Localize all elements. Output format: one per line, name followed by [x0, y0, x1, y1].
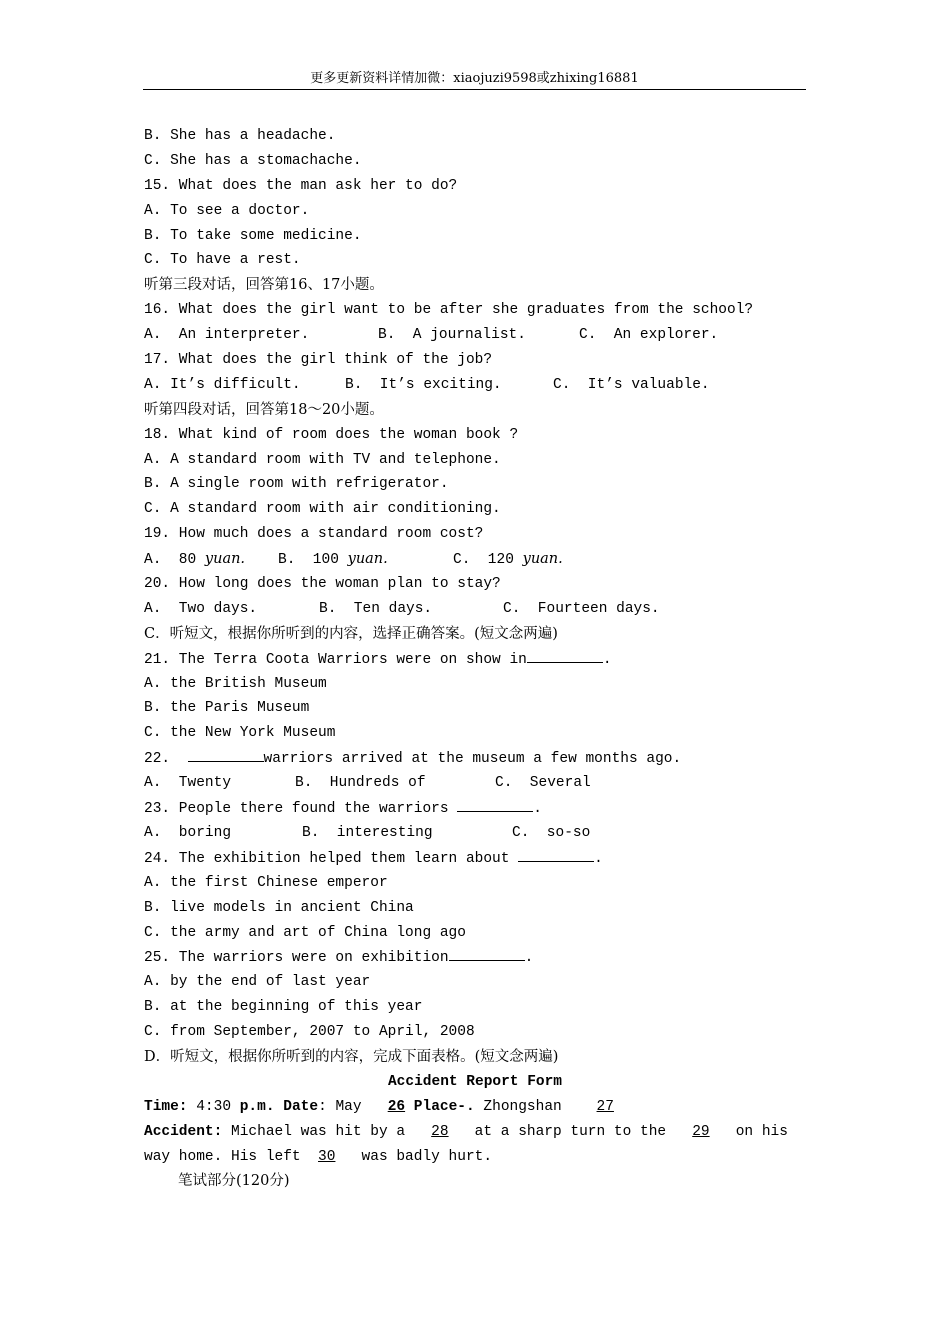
q23-options: [144, 821, 806, 846]
blank-29: 29: [692, 1123, 710, 1140]
form-accident-line-2: way home. His left 30 was badly hurt.: [144, 1148, 493, 1165]
q19-unit-c: yuan.: [522, 551, 563, 568]
q21-option-c: C. the New York Museum: [144, 725, 336, 742]
blank-26: 26: [387, 1098, 406, 1115]
q24-option-b: B. live models in ancient China: [144, 899, 414, 916]
q22-option-b: B. Hundreds of: [295, 775, 426, 792]
q21-blank: [527, 647, 603, 663]
q16-option-c: C. An explorer.: [579, 327, 719, 344]
q22-option-c: C. Several: [495, 775, 591, 792]
q19-option-a: A. 80 yuan.: [144, 551, 246, 569]
q16-option-a: A. An interpreter.: [144, 327, 310, 344]
q17-options: [144, 373, 806, 398]
date-colon: :: [318, 1098, 327, 1115]
place-value: Zhongshan: [474, 1098, 597, 1115]
blank-30: 30: [318, 1148, 336, 1165]
form-time-line: [144, 1095, 806, 1120]
q17-option-a: A. It’s difficult.: [144, 376, 301, 393]
form-title: Accident Report Form: [387, 1073, 563, 1090]
q22-question: 22. warriors arrived at the museum a few months ago.: [144, 746, 806, 771]
q19-option-b: B. 100 yuan.: [278, 551, 388, 569]
blank-28: 28: [431, 1123, 449, 1140]
q16-question: 16. What does the girl want to be after she graduates from the school?: [144, 302, 754, 319]
section-3-instruction: 听第三段对话，回答第16、17小题。: [144, 277, 384, 294]
date-value: May: [326, 1098, 388, 1115]
q25-option-c: C. from September, 2007 to April, 2008: [144, 1024, 475, 1041]
q15-option-b: B. To take some medicine.: [144, 227, 362, 244]
q24-blank: [518, 846, 594, 862]
q18-option-a: A. A standard room with TV and telephone.: [144, 451, 501, 468]
time-label: Time:: [144, 1098, 188, 1115]
q19-option-c: C. 120 yuan.: [453, 551, 563, 569]
q24-question: 24. The exhibition helped them learn about .: [144, 846, 806, 871]
time-value: 4:30: [187, 1098, 240, 1115]
q18-question: 18. What kind of room does the woman book ?: [144, 426, 519, 443]
section-4-instruction: 听第四段对话，回答第18～20小题。: [144, 401, 384, 418]
q15-question: 15. What does the man ask her to do?: [144, 177, 458, 194]
place-label: Place-.: [405, 1098, 475, 1115]
q17-option-c: C. It’s valuable.: [553, 376, 710, 393]
q18-option-c: C. A standard room with air conditioning.: [144, 501, 501, 518]
q21-question: 21. The Terra Coota Warriors were on show in .: [144, 647, 806, 672]
q22-options: [144, 771, 806, 796]
q15-option-a: A. To see a doctor.: [144, 202, 310, 219]
q19-unit-a: yuan.: [204, 551, 246, 568]
q21-option-a: A. the British Museum: [144, 675, 327, 692]
q22-option-a: A. Twenty: [144, 775, 232, 792]
time-pm: p.m.: [239, 1098, 275, 1115]
q25-option-b: B. at the beginning of this year: [144, 999, 423, 1016]
accident-label: Accident:: [144, 1123, 223, 1140]
q19-unit-b: yuan.: [347, 551, 388, 568]
q17-option-b: B. It’s exciting.: [345, 376, 502, 393]
q15-option-c: C. To have a rest.: [144, 252, 301, 269]
section-d-instruction: D．听短文，根据你所听到的内容，完成下面表格。(短文念两遍): [144, 1048, 559, 1065]
q23-option-a: A. boring: [144, 824, 232, 841]
q25-blank: [449, 945, 525, 961]
written-part-heading: 笔试部分(120分): [178, 1173, 290, 1190]
q18-option-b: B. A single room with refrigerator.: [144, 476, 449, 493]
q20-option-b: B. Ten days.: [319, 600, 433, 617]
q24-option-a: A. the first Chinese emperor: [144, 874, 388, 891]
q23-option-b: B. interesting: [302, 824, 433, 841]
q20-option-a: A. Two days.: [144, 600, 258, 617]
q19-options: [144, 547, 806, 572]
form-accident-line: Accident: Michael was hit by a 28 at a sharp turn to the 29 on his: [144, 1123, 788, 1140]
date-label: Date: [274, 1098, 319, 1115]
q20-options: [144, 597, 806, 622]
q24-option-c: C. the army and art of China long ago: [144, 924, 466, 941]
q14-option-b: B. She has a headache.: [144, 128, 336, 144]
q21-option-b: B. the Paris Museum: [144, 700, 310, 717]
q19-question: 19. How much does a standard room cost?: [144, 526, 484, 543]
q23-option-c: C. so-so: [512, 824, 591, 841]
q25-question: 25. The warriors were on exhibition .: [144, 945, 806, 970]
q22-blank: [188, 746, 264, 762]
q20-option-c: C. Fourteen days.: [503, 600, 660, 617]
q17-question: 17. What does the girl think of the job?: [144, 352, 493, 369]
q16-option-b: B. A journalist.: [378, 327, 526, 344]
exam-content: [144, 124, 806, 1194]
q14-option-c: C. She has a stomachache.: [144, 152, 362, 169]
q25-option-a: A. by the end of last year: [144, 974, 371, 991]
q16-options: [144, 323, 806, 348]
page-header: 更多更新资料详情加微：xiaojuzi9598或zhixing16881: [143, 70, 806, 90]
q23-blank: [457, 796, 533, 812]
q23-question: 23. People there found the warriors .: [144, 796, 806, 821]
blank-27: 27: [596, 1098, 614, 1115]
section-c-instruction: C．听短文，根据你所听到的内容，选择正确答案。(短文念两遍): [144, 625, 558, 642]
q20-question: 20. How long does the woman plan to stay?: [144, 576, 501, 593]
